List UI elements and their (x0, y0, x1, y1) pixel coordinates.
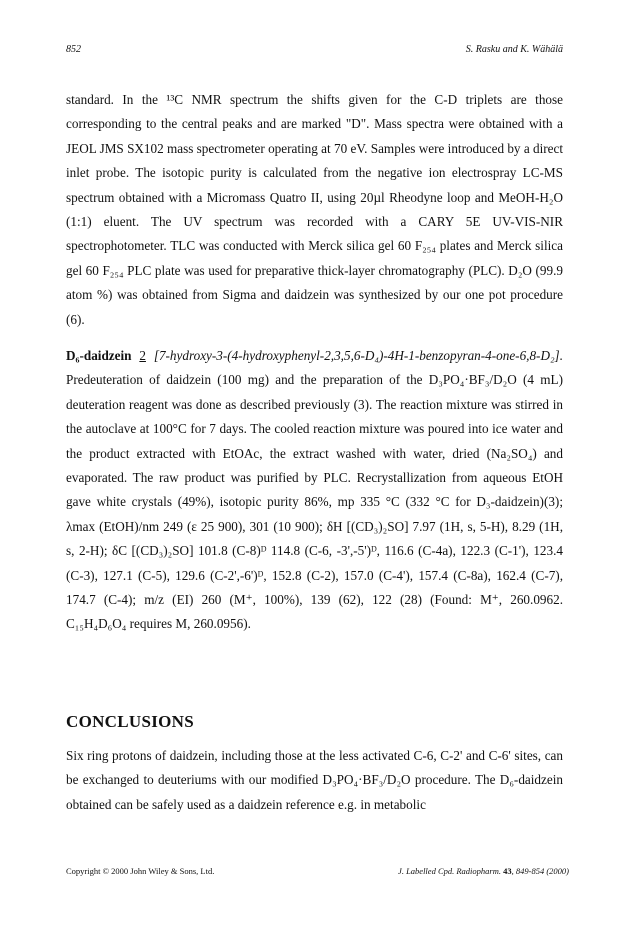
compound-number: 2 (139, 348, 146, 363)
synthesis-text: Predeuteration of daidzein (100 mg) and the preparation of the D₃PO₄·BF₃/D₂O (4 mL) deuteration reagent was done as described previously (3). The reaction mixture was stirred in the autoclave at 100°C for 7 days. The cooled reaction mixture was poured into ice water and the product extracted with EtOAc, the extract washed with water, dried (Na₂SO₄) and evaporated. The raw product was purified by PLC. Recrystallization from aqueous EtOH gave white crystals (49%), isotopic purity 86%, mp 335 °C (332 °C for D₃-daidzein)(3); λmax (EtOH)/nm 249 (ε 25 900), 301 (10 900); δH [(CD₃)₂SO] 7.97 (1H, s, 5-H), 8.29 (1H, s, 2-H); δC [(CD₃)₂SO] 101.8 (C-8)ᴰ 114.8 (C-6, -3',-5')ᴰ, 116.6 (C-4a), 122.3 (C-1'), 123.4 (C-3), 127.1 (C-5), 129.6 (C-2',-6')ᴰ, 152.8 (C-2), 157.0 (C-4'), 157.4 (C-8a), 162.4 (C-7), 174.7 (C-4); m/z (EI) 260 (M⁺, 100%), 139 (62), 122 (28) (Found: M⁺, 260.0962. C₁₅H₄D₆O₄ requires M, 260.0956). (66, 372, 563, 632)
methods-paragraph: standard. In the ¹³C NMR spectrum the shifts given for the C-D triplets are those corresponding to the central peaks and are marked "D". Mass spectra were obtained with a JEOL JMS SX102 mass spectrometer operating at 70 eV. Samples were introduced by a direct inlet probe. The isotopic purity is calculated from the negative ion electrospray LC-MS spectrum obtained with a Micromass Quatro II, using 20µl Rheodyne loop and MeOH-H₂O (1:1) eluent. The UV spectrum was recorded with a CARY 5E UV-VIS-NIR spectrophotometer. TLC was conducted with Merck silica gel 60 F₂₅₄ plates and Merck silica gel 60 F₂₅₄ PLC plate was used for preparative thick-layer chromatography (PLC). D₂O (99.9 atom %) was obtained from Sigma and daidzein was synthesized by our one pot procedure (6). (66, 92, 563, 327)
synthesis-paragraph (66, 344, 563, 637)
journal-volume: 43 (503, 866, 512, 876)
page-number: 852 (66, 44, 81, 55)
journal-pages: , 849-854 (2000) (511, 866, 569, 876)
running-head-authors: S. Rasku and K. Wähälä (465, 44, 563, 55)
copyright-notice: Copyright © 2000 John Wiley & Sons, Ltd. (66, 866, 215, 876)
compound-iupac-name: [7-hydroxy-3-(4-hydroxyphenyl-2,3,5,6-D₄)-4H-1-benzopyran-4-one-6,8-D₂]. (153, 348, 563, 363)
running-head (66, 44, 563, 58)
journal-name: J. Labelled Cpd. Radiopharm. (398, 866, 501, 876)
conclusions-paragraph: Six ring protons of daidzein, including those at the less activated C-6, C-2' and C-6' sites, can be exchanged to deuteriums with our modified D₃PO₄·BF₃/D₂O procedure. The D₆-daidzein obtained can be safely used as a daidzein reference e.g. in metabolic (66, 748, 563, 812)
page-footer (66, 866, 569, 878)
compound-name: D₆-daidzein (66, 348, 132, 363)
journal-citation (398, 866, 569, 876)
conclusions-heading: CONCLUSIONS (66, 712, 194, 731)
